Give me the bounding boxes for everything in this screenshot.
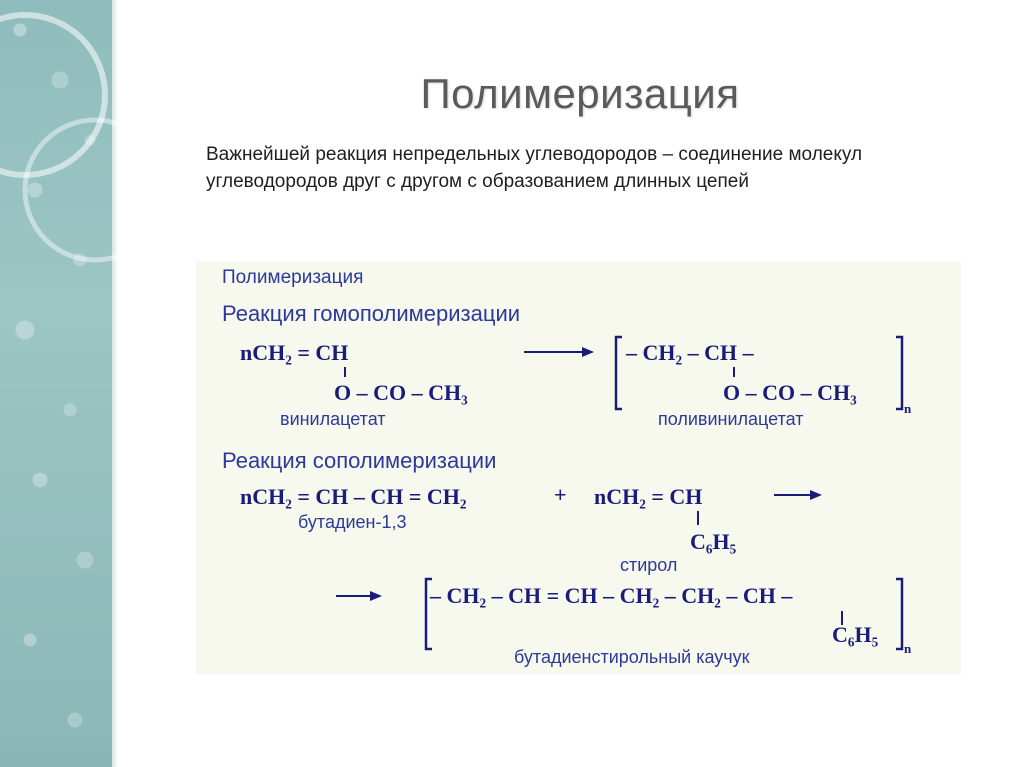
co-heading: Реакция сополимеризации	[222, 448, 497, 473]
co-monomer1-formula: nCH₂ = CH – CH = CH₂	[240, 484, 467, 509]
homo-arrow	[524, 347, 594, 357]
homo-left-bracket	[616, 337, 622, 409]
co-monomer1-label: бутадиен-1,3	[298, 512, 407, 532]
co-plus: +	[554, 482, 567, 507]
homo-monomer-branch: O – CO – CH₃	[334, 380, 468, 405]
co-right-bracket	[896, 579, 902, 649]
decorative-rings	[0, 0, 160, 300]
homo-polymer-branch: O – CO – CH₃	[723, 380, 857, 405]
slide-title: Полимеризация	[420, 70, 740, 117]
co-product-n: n	[904, 641, 912, 656]
homo-polymer-label: поливинилацетат	[658, 409, 804, 429]
homo-monomer-formula: nCH₂ = CH	[240, 340, 349, 365]
figure-heading: Полимеризация	[222, 267, 364, 288]
co-product-formula: – CH₂ – CH = CH – CH₂ – CH₂ – CH –	[430, 583, 793, 608]
co-monomer2-formula: nCH₂ = CH	[594, 484, 703, 509]
co-arrow-1	[774, 490, 822, 500]
homo-monomer-label: винилацетат	[280, 409, 386, 429]
homo-polymer-formula: – CH₂ – CH –	[626, 340, 754, 365]
co-arrow-2	[336, 591, 382, 601]
homo-polymer-n: n	[904, 401, 912, 416]
co-product-branch: C₆H₅	[832, 622, 879, 647]
homo-heading: Реакция гомополимеризации	[222, 301, 521, 326]
reaction-figure	[196, 261, 961, 674]
slide-description: Важнейшей реакция непредельных углеводородов – соединение молекул углеводородов друг с другом с образованием длинных цепей	[206, 144, 863, 192]
co-monomer2-branch: C₆H₅	[690, 529, 737, 554]
co-product-label: бутадиенстирольный каучук	[514, 647, 750, 667]
co-monomer2-label: стирол	[620, 555, 678, 575]
homo-right-bracket	[896, 337, 902, 409]
